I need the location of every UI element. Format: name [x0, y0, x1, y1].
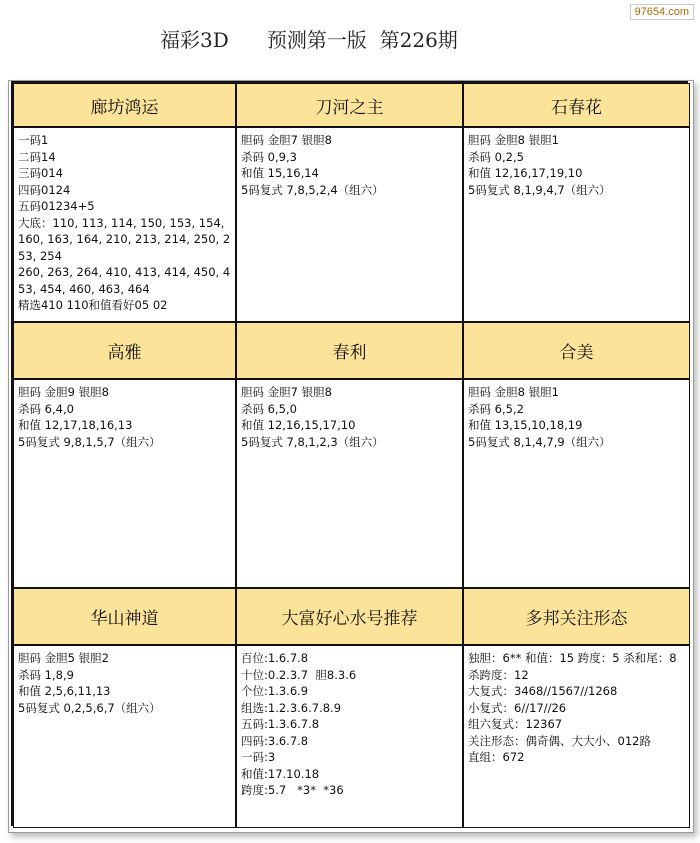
- section-line: 5码复式 8,1,9,4,7（组六）: [468, 182, 611, 197]
- prediction-table: [11, 81, 688, 826]
- section-line: 260, 263, 264, 410, 413, 414, 450, 453, 454, 460, 463, 464: [18, 265, 231, 296]
- section-line: 和值 12,16,17,19,10: [468, 166, 583, 180]
- section-line: 胆码 金胆7 银胆8: [241, 385, 332, 399]
- section-body: [13, 127, 236, 322]
- section-line: 一码:3: [241, 750, 276, 764]
- section-line: 5码复式 8,1,4,7,9（组六）: [468, 434, 611, 449]
- section-header: 廊坊鸿运: [13, 83, 236, 127]
- section-line: 四码0124: [18, 182, 71, 197]
- section-line: 跨度:5.7 *3* *36: [241, 783, 344, 797]
- section-line: 杀码 6,5,2: [468, 401, 524, 416]
- section-line: 和值 12,16,15,17,10: [241, 418, 356, 432]
- section-body: [236, 379, 463, 588]
- section-header: 大富好心水号推荐: [236, 588, 463, 645]
- section-header: 多邦关注形态: [463, 588, 690, 645]
- section-line: 胆码 金胆8 银胆1: [468, 385, 559, 399]
- section-line: 关注形态：偶奇偶、大大小、012路: [468, 733, 651, 748]
- section-body: [463, 127, 690, 322]
- section-line: 5码复式 7,8,1,2,3（组六）: [241, 434, 384, 449]
- section-line: 直组：672: [468, 750, 525, 764]
- section-line: 胆码 金胆7 银胆8: [241, 133, 332, 147]
- section-line: 大底：110, 113, 114, 150, 153, 154, 160, 163, 164, 210, 213, 214, 250, 253, 254: [18, 215, 231, 263]
- section-body: [463, 645, 690, 828]
- section-body: [236, 645, 463, 828]
- section-line: 独胆：6** 和值：15 跨度：5 杀和尾：8 杀跨度：12: [468, 651, 681, 682]
- section-body: [13, 379, 236, 588]
- section-line: 杀码 6,4,0: [18, 401, 74, 416]
- section-line: 杀码 1,8,9: [18, 667, 74, 682]
- section-line: 和值 13,15,10,18,19: [468, 418, 583, 432]
- section-line: 百位:1.6.7.8: [241, 651, 309, 665]
- section-line: 5码复式 7,8,5,2,4（组六）: [241, 182, 384, 197]
- section-body: [236, 127, 463, 322]
- section-body: [13, 645, 236, 828]
- section-line: 四码:3.6.7.8: [241, 733, 309, 748]
- section-line: 二码14: [18, 149, 56, 164]
- section-line: 十位:0.2.3.7 胆8.3.6: [241, 667, 357, 682]
- section-line: 和值 2,5,6,11,13: [18, 684, 111, 698]
- section-header: 合美: [463, 322, 690, 379]
- site-watermark: 97654.com: [630, 4, 694, 20]
- section-line: 一码1: [18, 133, 49, 147]
- section-line: 和值:17.10.18: [241, 766, 320, 781]
- section-line: 5码复式 0,2,5,6,7（组六）: [18, 700, 161, 715]
- section-line: 五码:1.3.6.7.8: [241, 717, 320, 731]
- section-header: 刀河之主: [236, 83, 463, 127]
- page-title: 福彩3D 预测第一版 第226期: [160, 28, 458, 52]
- section-line: 组六复式：12367: [468, 717, 563, 731]
- section-line: 个位:1.3.6.9: [241, 684, 309, 698]
- section-line: 精选410 110和值看好05 02: [18, 298, 168, 312]
- section-header: 石春花: [463, 83, 690, 127]
- section-line: 三码014: [18, 166, 63, 180]
- section-line: 杀码 0,9,3: [241, 149, 297, 164]
- section-line: 胆码 金胆8 银胆1: [468, 133, 559, 147]
- section-line: 5码复式 9,8,1,5,7（组六）: [18, 434, 161, 449]
- section-line: 杀码 6,5,0: [241, 401, 297, 416]
- section-line: 组选:1.2.3.6.7.8.9: [241, 700, 342, 715]
- section-line: 和值 12,17,18,16,13: [18, 418, 133, 432]
- section-line: 大复式：3468//1567//1268: [468, 684, 618, 698]
- section-line: 和值 15,16,14: [241, 166, 319, 180]
- section-header: 华山神道: [13, 588, 236, 645]
- section-header: 春利: [236, 322, 463, 379]
- section-line: 五码01234+5: [18, 199, 95, 213]
- section-line: 小复式：6//17//26: [468, 700, 567, 715]
- section-body: [463, 379, 690, 588]
- section-header: 高雅: [13, 322, 236, 379]
- section-line: 胆码 金胆9 银胆8: [18, 385, 109, 399]
- section-line: 胆码 金胆5 银胆2: [18, 651, 109, 665]
- section-line: 杀码 0,2,5: [468, 149, 524, 164]
